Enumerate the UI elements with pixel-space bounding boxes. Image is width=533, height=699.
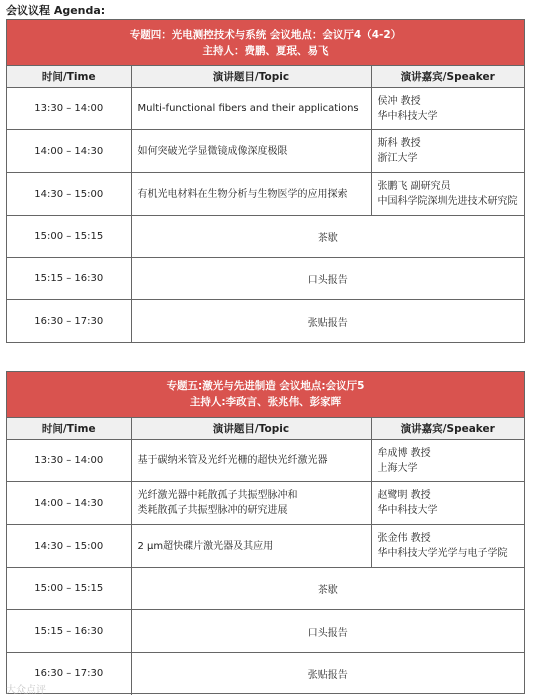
talk-speaker — [371, 440, 524, 482]
speaker-column-header: 演讲嘉宾/Speaker — [371, 66, 524, 88]
topic-line: 类耗散孤子共振型脉冲的研究进展 — [137, 505, 288, 516]
speaker-column-header: 演讲嘉宾/Speaker — [371, 418, 524, 440]
topic-line: 2 μm超快碟片激光器及其应用 — [137, 540, 274, 552]
speaker-affiliation: 上海大学 — [377, 462, 418, 474]
topic-line: 如何突破光学显微镜成像深度极限 — [137, 145, 288, 157]
break-time: 15:00 – 15:15 — [7, 568, 131, 610]
speaker-name: 牟成博 教授 — [377, 447, 431, 459]
break-time: 16:30 – 17:30 — [7, 653, 131, 695]
speaker-name: 侯冲 教授 — [377, 95, 421, 107]
break-label: 张贴报告 — [131, 653, 524, 695]
break-label: 口头报告 — [131, 610, 524, 653]
talk-topic — [131, 440, 371, 482]
talk-time: 13:30 – 14:00 — [7, 440, 131, 482]
talk-topic — [131, 130, 371, 173]
topic-line: 有机光电材料在生物分析与生物医学的应用探索 — [137, 188, 348, 200]
break-label: 茶歇 — [131, 216, 524, 258]
talk-time: 13:30 – 14:00 — [7, 88, 131, 130]
session-hosts: 主持人：费鹏、夏珉、易飞 — [202, 45, 329, 57]
session-header — [7, 20, 524, 66]
time-column-header: 时间/Time — [7, 66, 131, 88]
agenda-table — [7, 66, 524, 343]
topic-column-header: 演讲题目/Topic — [131, 66, 371, 88]
agenda-table — [7, 418, 524, 695]
talk-topic — [131, 525, 371, 568]
talk-topic — [131, 88, 371, 130]
break-label: 张贴报告 — [131, 300, 524, 343]
talk-topic — [131, 482, 371, 525]
speaker-affiliation: 华中科技大学光学与电子学院 — [377, 548, 508, 559]
talk-speaker — [371, 173, 524, 216]
speaker-affiliation: 浙江大学 — [377, 153, 418, 164]
talk-time: 14:00 – 14:30 — [7, 130, 131, 173]
table-row — [7, 653, 524, 695]
talk-speaker — [371, 130, 524, 173]
session-card — [6, 19, 525, 343]
session-card — [6, 371, 525, 694]
speaker-name: 张鹏飞 副研究员 — [377, 181, 451, 192]
session-hosts: 主持人:李政言、张兆伟、彭家晖 — [189, 396, 342, 408]
break-label: 茶歇 — [131, 568, 524, 610]
table-row — [7, 130, 524, 173]
page-heading: 会议议程 Agenda: — [6, 4, 106, 17]
topic-line: Multi-functional fibers and their applications — [137, 103, 359, 114]
talk-time: 14:00 – 14:30 — [7, 482, 131, 525]
table-row — [7, 440, 524, 482]
table-row — [7, 216, 524, 258]
speaker-name: 张金伟 教授 — [377, 533, 431, 544]
table-row — [7, 258, 524, 300]
break-label: 口头报告 — [131, 258, 524, 300]
table-header-row — [7, 66, 524, 88]
talk-speaker — [371, 88, 524, 130]
time-column-header: 时间/Time — [7, 418, 131, 440]
talk-speaker — [371, 482, 524, 525]
speaker-affiliation: 中国科学院深圳先进技术研究院 — [377, 196, 518, 207]
speaker-name: 斯科 教授 — [377, 138, 421, 149]
talk-topic — [131, 173, 371, 216]
watermark: 大众点评 — [6, 685, 46, 696]
break-time: 16:30 – 17:30 — [7, 300, 131, 343]
talk-time: 14:30 – 15:00 — [7, 173, 131, 216]
session-header — [7, 372, 524, 418]
speaker-affiliation: 华中科技大学 — [377, 110, 438, 122]
table-row — [7, 482, 524, 525]
table-row — [7, 525, 524, 568]
topic-line: 基于碳纳米管及光纤光栅的超快光纤激光器 — [137, 455, 328, 466]
table-header-row — [7, 418, 524, 440]
topic-line: 光纤激光器中耗散孤子共振型脉冲和 — [137, 490, 298, 501]
talk-time: 14:30 – 15:00 — [7, 525, 131, 568]
speaker-affiliation: 华中科技大学 — [377, 505, 438, 516]
table-row — [7, 568, 524, 610]
break-time: 15:15 – 16:30 — [7, 258, 131, 300]
topic-column-header: 演讲题目/Topic — [131, 418, 371, 440]
break-time: 15:00 – 15:15 — [7, 216, 131, 258]
table-row — [7, 173, 524, 216]
table-row — [7, 88, 524, 130]
session-title: 专题四：光电测控技术与系统 会议地点：会议厅4（4-2） — [129, 29, 402, 41]
break-time: 15:15 – 16:30 — [7, 610, 131, 653]
table-row — [7, 300, 524, 343]
table-row — [7, 610, 524, 653]
talk-speaker — [371, 525, 524, 568]
session-title: 专题五:激光与先进制造 会议地点:会议厅5 — [166, 380, 365, 392]
speaker-name: 赵鹭明 教授 — [377, 490, 431, 501]
